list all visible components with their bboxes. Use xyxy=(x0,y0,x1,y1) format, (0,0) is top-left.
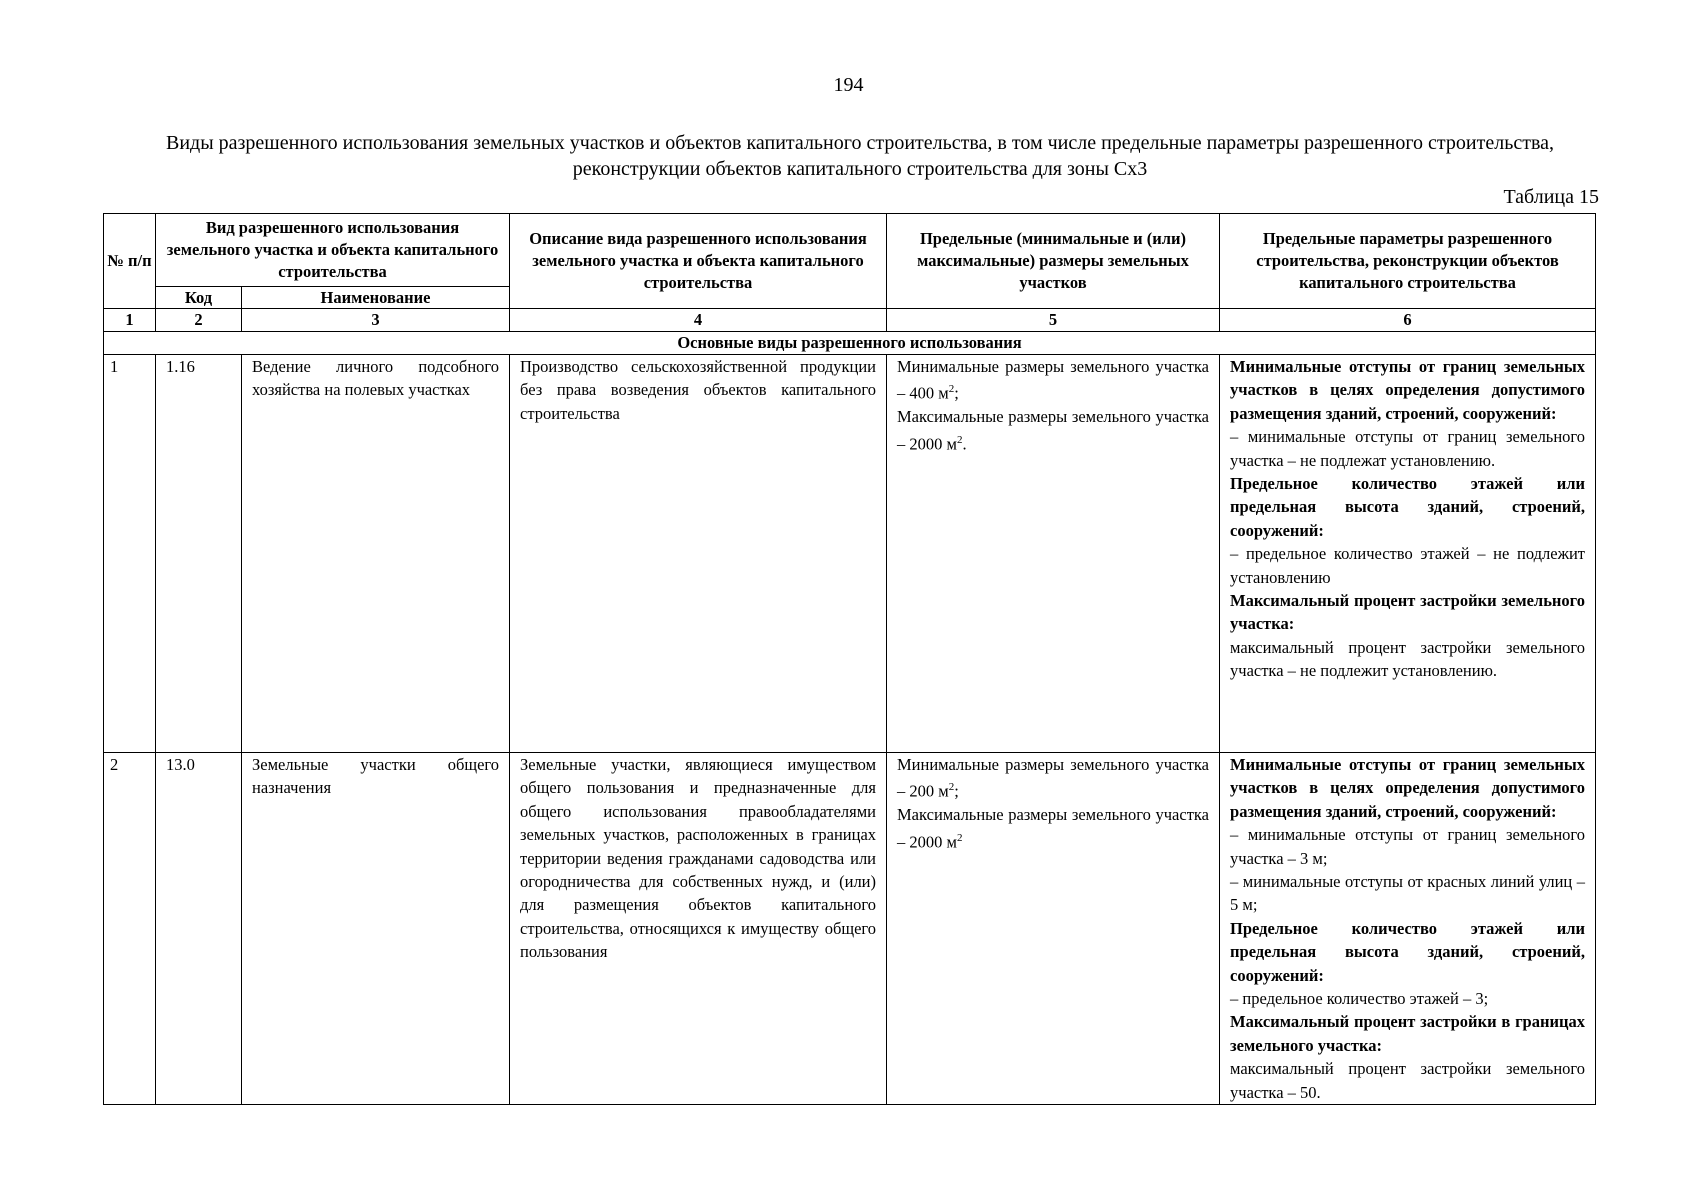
param-value: максимальный процент застройки земельного участка – не подлежит установлению. xyxy=(1230,637,1586,681)
document-title: Виды разрешенного использования земельных участков и объектов капитального строительства, в том числе предельные параметры разрешенного строительства, реконструкции объектов капитального строительства для зоны Сх3 xyxy=(165,132,1555,180)
row-description: Земельные участки, являющиеся имуществом общего пользования и предназначенные для общего использования правообладателями земельных участков, расположенных в границах территории ведения гражданами садоводства или огородничества для собственных нужд, и (или) для размещения объектов капитального строительства, относящихся к имуществу общего пользования xyxy=(510,753,887,1105)
row-code: 1.16 xyxy=(156,355,242,753)
header-name: Наименование xyxy=(242,287,510,309)
max-size-sup: 2 xyxy=(956,433,963,446)
section-title: Основные виды разрешенного использования xyxy=(104,332,1596,355)
table-caption: Таблица 15 xyxy=(1503,186,1599,208)
row-number: 1 xyxy=(104,355,156,753)
header-kind: Вид разрешенного использования земельного участка и объекта капитального строительства xyxy=(156,214,510,287)
column-number: 5 xyxy=(887,309,1220,332)
param-heading: Предельное количество этажей или предельная высота зданий, строений, сооружений: xyxy=(1230,474,1586,540)
min-size-sup: 2 xyxy=(948,781,955,794)
param-value: – минимальные отступы от границ земельного участка – 3 м; xyxy=(1230,825,1586,868)
row-sizes xyxy=(887,753,1220,1105)
row-description: Производство сельскохозяйственной продукции без права возведения объектов капитального строительства xyxy=(510,355,887,753)
min-size-end: ; xyxy=(954,781,959,801)
param-value: – минимальные отступы от границ земельного участка – не подлежат установлению. xyxy=(1230,427,1586,470)
column-number: 2 xyxy=(156,309,242,332)
header-description: Описание вида разрешенного использования земельного участка и объекта капитального строительства xyxy=(510,214,887,309)
max-size-sup: 2 xyxy=(956,831,963,844)
param-value: максимальный процент застройки земельного участка – 50. xyxy=(1230,1059,1586,1102)
column-number: 1 xyxy=(104,309,156,332)
max-size-text: Максимальные размеры земельного участка – 2000 м xyxy=(897,407,1210,454)
min-size-text: Минимальные размеры земельного участка – 400 м xyxy=(897,357,1210,403)
page-number: 194 xyxy=(833,74,864,96)
header-code: Код xyxy=(156,287,242,309)
param-heading: Максимальный процент застройки земельного участка: xyxy=(1230,591,1586,634)
max-size-end: . xyxy=(962,434,967,454)
row-params xyxy=(1220,355,1596,753)
column-numbers-row xyxy=(104,309,1596,332)
column-number: 4 xyxy=(510,309,887,332)
param-heading: Минимальные отступы от границ земельных участков в целях определения допустимого размещения зданий, строений, сооружений: xyxy=(1230,755,1586,821)
header-params: Предельные параметры разрешенного строительства, реконструкции объектов капитального строительства xyxy=(1220,214,1596,309)
row-code: 13.0 xyxy=(156,753,242,1105)
column-number: 3 xyxy=(242,309,510,332)
header-num: № п/п xyxy=(104,214,156,309)
row-sizes xyxy=(887,355,1220,753)
row-params xyxy=(1220,753,1596,1105)
header-sizes: Предельные (минимальные и (или) максимальные) размеры земельных участков xyxy=(887,214,1220,309)
max-size-text: Максимальные размеры земельного участка – 2000 м xyxy=(897,805,1210,852)
table-row xyxy=(104,355,1596,753)
param-value: – предельное количество этажей – 3; xyxy=(1230,989,1489,1009)
param-heading: Максимальный процент застройки в границах земельного участка: xyxy=(1230,1012,1586,1055)
row-number: 2 xyxy=(104,753,156,1105)
min-size-end: ; xyxy=(954,383,959,403)
min-size-text: Минимальные размеры земельного участка – 200 м xyxy=(897,755,1210,801)
table-header-row xyxy=(104,214,1596,287)
column-number: 6 xyxy=(1220,309,1596,332)
row-name: Земельные участки общего назначения xyxy=(242,753,510,1105)
param-value: – минимальные отступы от красных линий улиц – 5 м; xyxy=(1230,872,1586,915)
param-heading: Минимальные отступы от границ земельных участков в целях определения допустимого размещения зданий, строений, сооружений: xyxy=(1230,357,1586,423)
min-size-sup: 2 xyxy=(948,383,955,396)
param-value: – предельное количество этажей – не подлежит установлению xyxy=(1230,544,1586,587)
param-heading: Предельное количество этажей или предельная высота зданий, строений, сооружений: xyxy=(1230,918,1586,985)
table-row xyxy=(104,753,1596,1105)
section-row xyxy=(104,332,1596,355)
row-name: Ведение личного подсобного хозяйства на полевых участках xyxy=(242,355,510,753)
zone-parameters-table xyxy=(103,213,1596,1105)
